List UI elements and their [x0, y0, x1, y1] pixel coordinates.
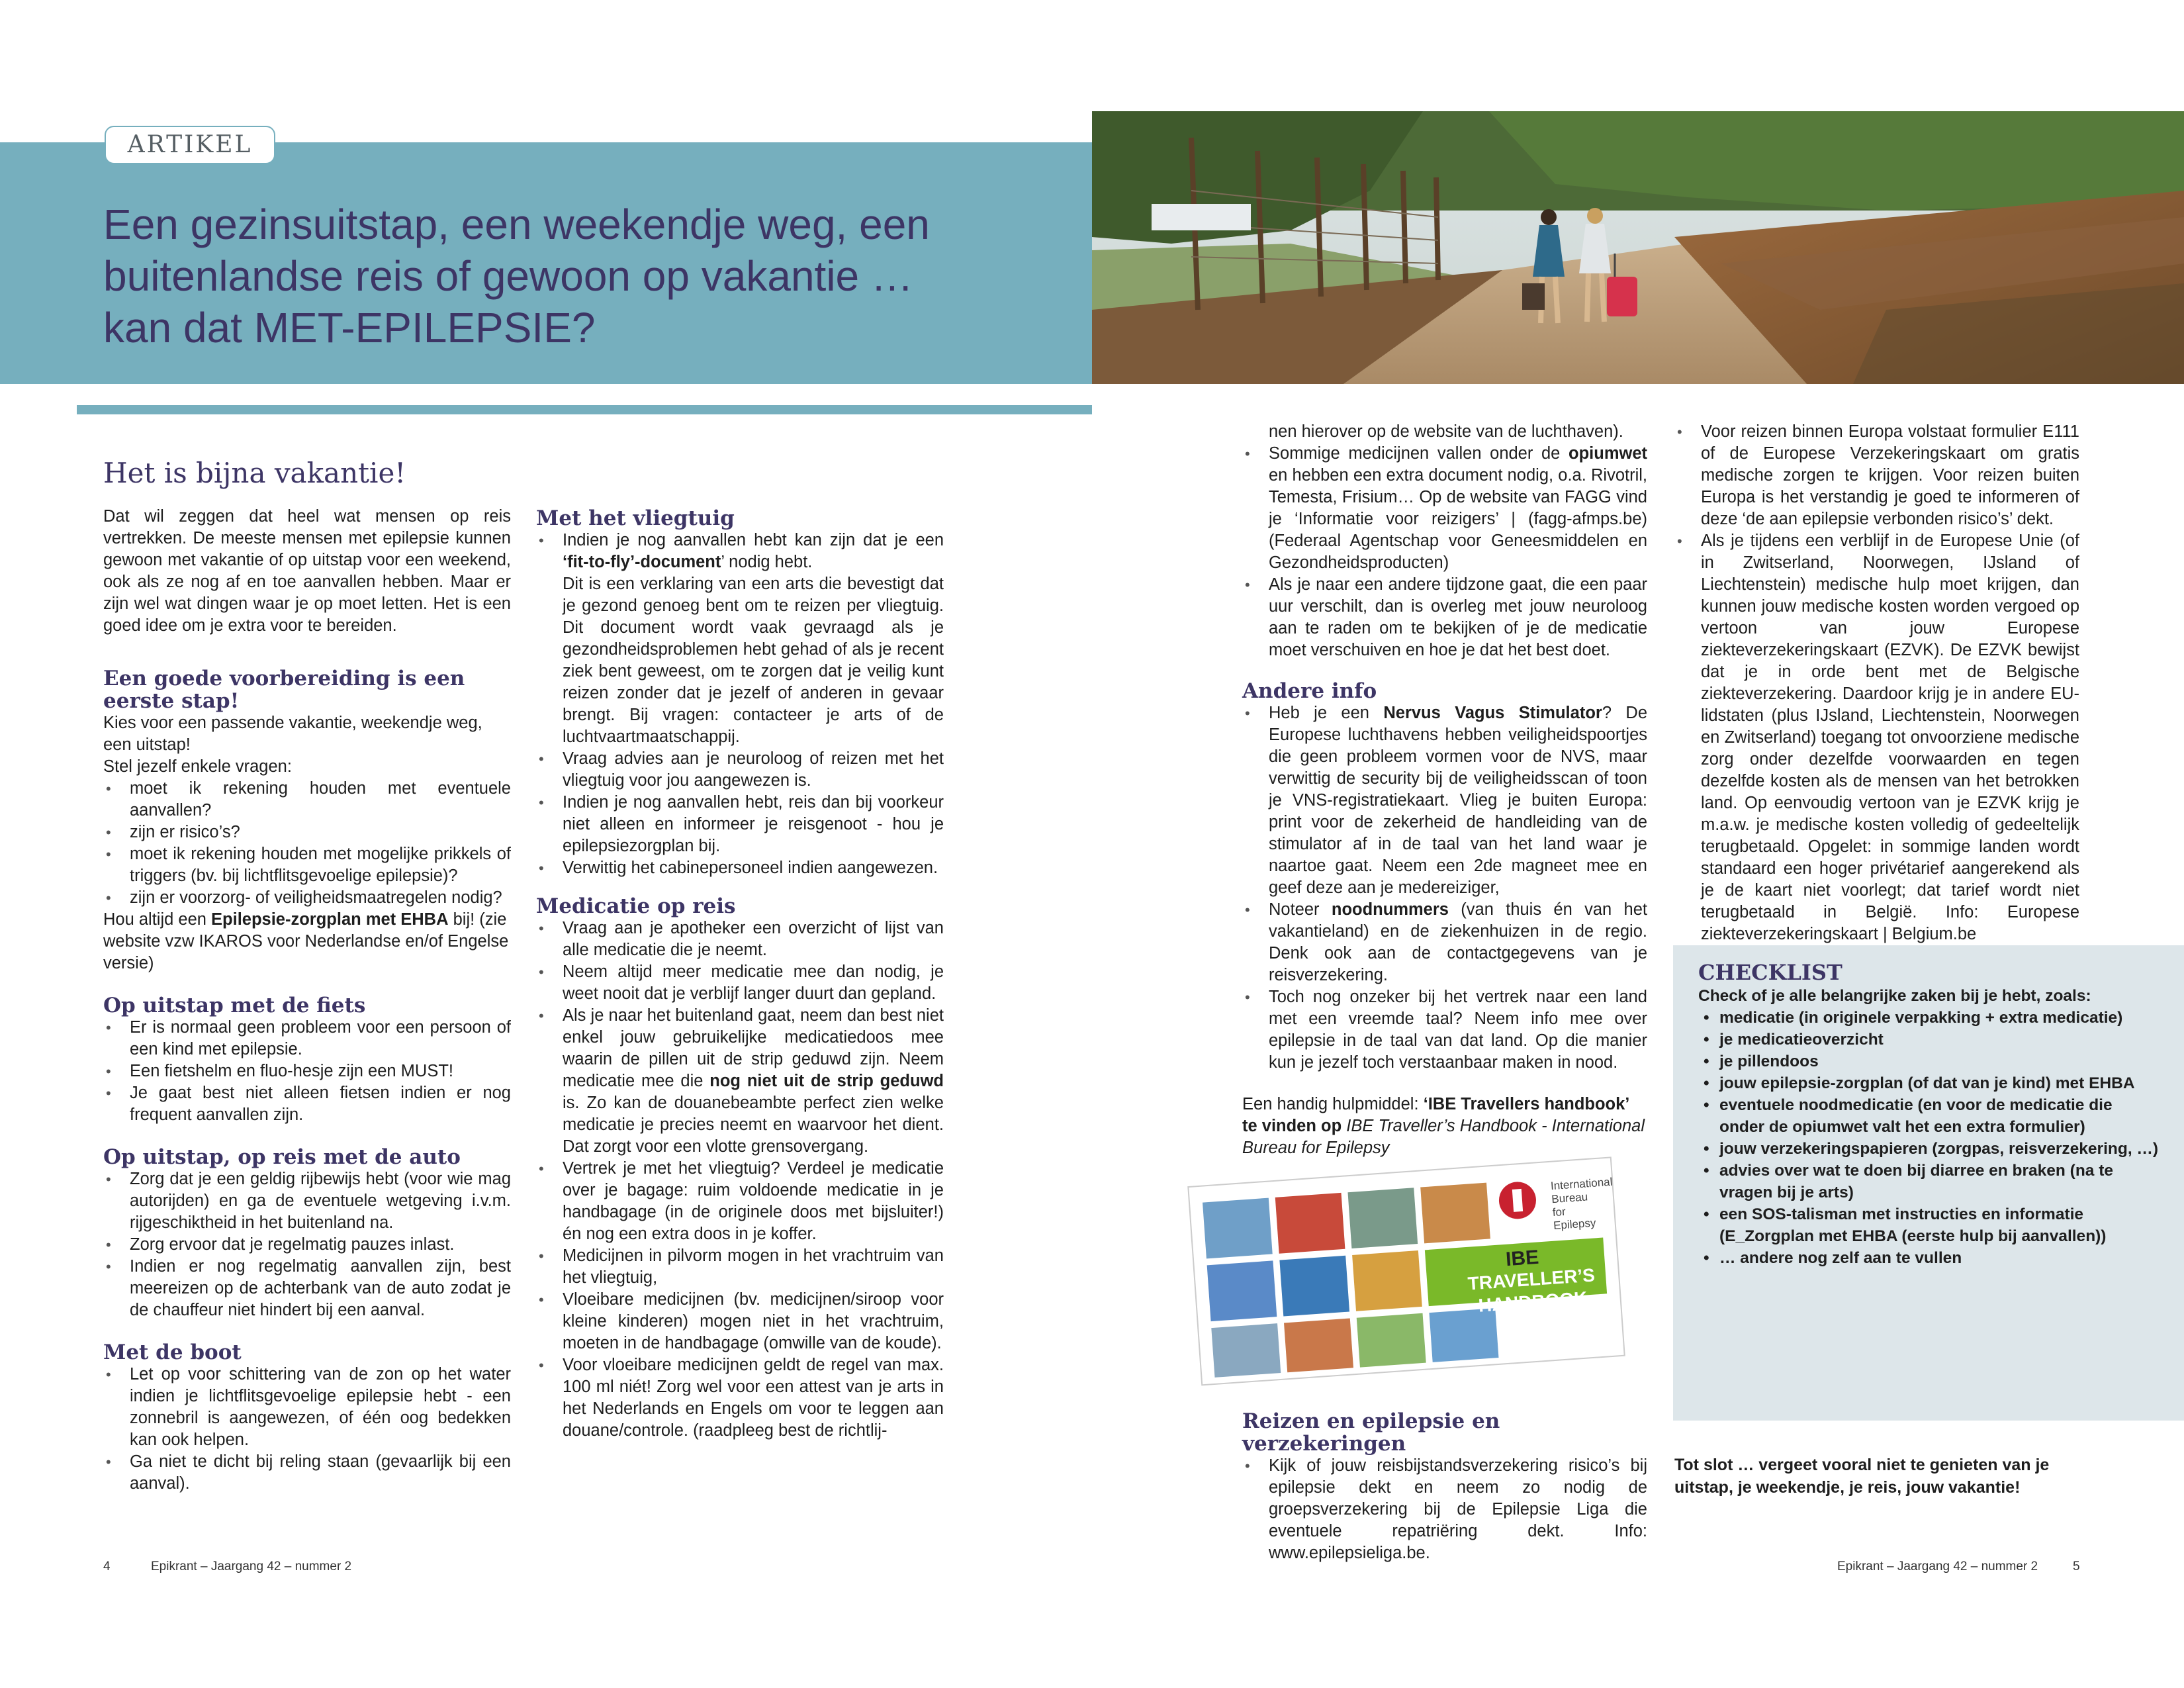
checklist-item: • je pillendoos: [1698, 1051, 2161, 1072]
checklist-title: CHECKLIST: [1698, 960, 1843, 985]
bold-text: Epilepsie-zorgplan met EHBA: [211, 910, 449, 929]
org-line: Bureau: [1551, 1190, 1588, 1206]
checklist-item: • je medicatieoverzicht: [1698, 1029, 2161, 1051]
ibe-org-name: [1550, 1174, 1633, 1233]
list-item: • Vraag aan je apotheker een overzicht of lijst van alle medicatie die je neemt.: [536, 917, 944, 961]
text: Sommige medicijnen vallen onder de: [1269, 444, 1569, 463]
text: Als je naar het buitenland gaat, neem dan best niet enkel jouw gebruikelijke medicatiedoos mee waarin de pillen uit de strip geduwd zijn. Neem medicatie mee die: [563, 1006, 944, 1090]
list-item: [1242, 443, 1647, 574]
text: bij! (zie website vzw IKAROS voor Nederlandse en/of Engelse versie): [103, 910, 509, 972]
heading-bike: Op uitstap met de fiets: [103, 994, 366, 1017]
intro-paragraph: Dat wil zeggen dat heel wat mensen op reis vertrekken. De meeste mensen met epilepsie kunnen gewoon met vakantie of op uitstap voor een weekend, ook als ze nog af en toe aanvallen hebben. Maar er zijn wel wat dingen waar je op moet letten. Het is een goed idee om je extra voor te bereiden.: [103, 507, 511, 635]
footer-left-text: Epikrant – Jaargang 42 – nummer 2: [151, 1560, 352, 1573]
bold-text: opiumwet: [1569, 444, 1647, 463]
column-3-insurance: [1242, 1410, 1647, 1564]
title-line: Een gezinsuitstap, een weekendje weg, een: [103, 201, 930, 248]
list-item: • Er is normaal geen probleem voor een persoon of een kind met epilepsie.: [103, 1017, 511, 1060]
bike-list: [103, 1017, 511, 1126]
list-item: • moet ik rekening houden met mogelijke prikkels of triggers (bv. bij lichtflitsgevoelige epilepsie)?: [103, 843, 511, 887]
text: ’ nodig hebt.: [721, 553, 813, 571]
heading-plane: Met het vliegtuig: [536, 506, 735, 530]
checklist-item: • medicatie (in originele verpakking + extra medicatie): [1698, 1007, 2161, 1029]
org-line: International: [1550, 1175, 1614, 1193]
bold-text: noodnummers: [1331, 900, 1449, 919]
list-item: • Als je naar een andere tijdzone gaat, die een paar uur verschilt, dan is overleg met jouw neuroloog aan te raden om te bekijken of je de medicatie moet verschuiven en hoe je dat het best doet.: [1242, 574, 1647, 661]
column-4: [1674, 421, 2079, 945]
insurance-list: [1242, 1455, 1647, 1564]
list-item: • Vertrek je met het vliegtuig? Verdeel je medicatie over je bagage: ruim voldoende medicatie in je handbagage (in de originele doos met bijsluiter!) én nog een extra doos in je koffer.: [536, 1158, 944, 1245]
bold-text: nog niet uit de strip geduwd: [709, 1072, 944, 1090]
list-item: • Vloeibare medicijnen (bv. medicijnen/siroop voor kleine kinderen) mogen niet in het vrachtruim, moeten in de handbagage (omwille van de koude).: [536, 1289, 944, 1354]
prep-paragraph-2: Stel jezelf enkele vragen:: [103, 757, 292, 776]
title-line: kan dat MET-EPILEPSIE?: [103, 304, 596, 352]
list-item: • Zorg dat je een geldig rijbewijs hebt (voor wie mag autorijden) en ga de eventuele wetgeving i.v.m. rijgeschiktheid in het buitenland na.: [103, 1168, 511, 1234]
other-info-list: [1242, 702, 1647, 1074]
handbook-title-line: TRAVELLER’S: [1467, 1264, 1596, 1294]
list-item: • Je gaat best niet alleen fietsen indien er nog frequent aanvallen zijn.: [103, 1082, 511, 1126]
org-line: Epilepsy: [1553, 1216, 1596, 1233]
list-item: [536, 1005, 944, 1158]
text: Dit is een verklaring van een arts die bevestigt dat je gezond genoeg bent om te reizen per vliegtuig. Dit document wordt vaak gevraagd als je gezondheidsproblemen hebt gehad of als je recent ziek bent geweest, om te zorgen dat je veilig kunt reizen zonder dat je jezelf of anderen in gevaar brengt. Bij vragen: contacteer je arts of de luchtvaartmaatschappij.: [563, 575, 944, 746]
handbook-cover-image: [1181, 1152, 1638, 1387]
heading-other-info: Andere info: [1242, 679, 1377, 703]
section-heading-vacation: Het is bijna vakantie!: [103, 457, 406, 489]
list-item: • Medicijnen in pilvorm mogen in het vrachtruim van het vliegtuig,: [536, 1245, 944, 1289]
bold-text: ‘fit-to-fly’-document: [563, 553, 721, 571]
list-item: • zijn er voorzorg- of veiligheidsmaatregelen nodig?: [103, 887, 511, 909]
list-item: • Zorg ervoor dat je regelmatig pauzes inlast.: [103, 1234, 511, 1256]
text: is. Zo kan de douanebeambte perfect zien welke medicatie je precies neemt en waarvoor het dient. Dat zorgt voor een vlotte grensovergang.: [563, 1094, 944, 1156]
checklist-item: • advies over wat te doen bij diarree en braken (na te vragen bij je arts): [1698, 1160, 2161, 1203]
text: Heb je een: [1269, 704, 1384, 722]
title-line: buitenlandse reis of gewoon op vakantie …: [103, 252, 913, 300]
list-item: • Indien er nog regelmatig aanvallen zijn, best meereizen op de achterbank van de auto zodat je de chauffeur niet hindert bij een aanval.: [103, 1256, 511, 1321]
checklist-item: • jouw verzekeringspapieren (zorgpas, reisverzekering, …): [1698, 1138, 2161, 1160]
checklist-item: • een SOS-talisman met instructies en informatie (E_Zorgplan met EHBA (eerste hulp bij aanvallen)): [1698, 1203, 2161, 1247]
list-item: • Let op voor schittering van de zon op het water indien je lichtflitsgevoelige epilepsie hebt - een zonnebril is aangewezen, of één oog bedekken kan ook helpen.: [103, 1364, 511, 1451]
bold-text: Nervus Vagus Stimulator: [1383, 704, 1602, 722]
insurance-card-list: [1674, 421, 2079, 945]
text: ? De Europese luchthavens hebben veiligheidspoortjes die geen probleem vormen voor de NVS, maar verwittig de security bij de veiligheidsscan of toon je VNS-registratiekaart. Vlieg je buiten Europa: print voor de zekerheid de handleiding van de stimulator af in de taal van het land waar je naartoe gaat. Neem een 2de magneet mee en geef deze aan je medereiziger,: [1269, 704, 1647, 897]
medication-list: [536, 917, 944, 1442]
list-item: • Voor reizen binnen Europa volstaat formulier E111 of de Europese Verzekeringskaart om gratis medische zorgen te krijgen. Voor reizen buiten Europa is het verstandig je goed te informeren of deze ‘de aan epilepsie verbonden risico’s’ dekt.: [1674, 421, 2079, 530]
checklist-item: • eventuele noodmedicatie (en voor de medicatie die onder de opiumwet valt het een extra formulier): [1698, 1094, 2161, 1138]
ibe-logo-text: IBE: [1505, 1246, 1540, 1271]
italic-text: IBE Traveller’s Handbook - International Bureau for Epilepsy: [1242, 1117, 1645, 1157]
article-tag: ARTIKEL: [105, 126, 275, 164]
text: Noteer: [1269, 900, 1332, 919]
text: Indien je nog aanvallen hebt kan zijn dat je een: [563, 531, 944, 549]
heading-preparation: Een goede voorbereiding is een eerste stap!: [103, 667, 465, 713]
checklist-items: [1698, 1007, 2161, 1269]
list-item: • Neem altijd meer medicatie mee dan nodig, je weet nooit dat je verblijf langer duurt dan gepland.: [536, 961, 944, 1005]
list-item: [536, 530, 944, 748]
list-item: • Vraag advies aan je neuroloog of reizen met het vliegtuig voor jou aangewezen is.: [536, 748, 944, 792]
heading-insurance: Reizen en epilepsie en verzekeringen: [1242, 1409, 1500, 1456]
text: Een handig hulpmiddel:: [1242, 1095, 1424, 1113]
car-list: [103, 1168, 511, 1321]
list-item: • Verwittig het cabinepersoneel indien aangewezen.: [536, 857, 944, 879]
column-3: [1242, 421, 1647, 1159]
boat-list: [103, 1364, 511, 1495]
prep-list: [103, 778, 511, 909]
handbook-title-line: HANDBOOK: [1477, 1288, 1588, 1316]
text: (van thuis én van het vakantieland) en de ziekenhuizen in de regio. Denk ook aan de contactgegevens van je reisverzekering.: [1269, 900, 1647, 984]
bold-text: ‘IBE Travellers handbook’ te vinden op: [1242, 1095, 1629, 1135]
medication-list-continued: [1242, 443, 1647, 661]
list-item: • Een fietshelm en fluo-hesje zijn een MUST!: [103, 1060, 511, 1082]
heading-medication: Medicatie op reis: [536, 894, 736, 918]
checklist-item: • jouw epilepsie-zorgplan (of dat van je kind) met EHBA: [1698, 1072, 2161, 1094]
list-item: • zijn er risico’s?: [103, 821, 511, 843]
list-item: • Toch nog onzeker bij het vertrek naar een land met een vreemde taal? Neem info mee over epilepsie in de taal van dat land. Op die manier kun je jezelf toch verstaanbaar maken in nood.: [1242, 986, 1647, 1074]
plane-list: [536, 530, 944, 879]
footer-right-text: Epikrant – Jaargang 42 – nummer 2: [1837, 1560, 2038, 1573]
column-1: [103, 457, 511, 1495]
article-title: [103, 199, 990, 353]
handbook-tip: [1242, 1094, 1647, 1159]
page-number-left: 4: [103, 1560, 111, 1573]
list-item: [1242, 899, 1647, 986]
closing-text: Tot slot … vergeet vooral niet te genieten van je uitstap, je weekendje, je reis, jouw vakantie!: [1674, 1456, 2050, 1497]
header-photo: [1092, 111, 2184, 384]
org-line: for: [1552, 1205, 1567, 1219]
checklist-intro: Check of je alle belangrijke zaken bij je hebt, zoals:: [1698, 987, 2091, 1005]
list-item: [1242, 702, 1647, 899]
column-2: [536, 507, 944, 1442]
list-item: • Indien je nog aanvallen hebt, reis dan bij voorkeur niet alleen en informeer je reisgenoot - hou je epilepsiezorgplan bij.: [536, 792, 944, 857]
prep-paragraph-3: [103, 909, 511, 974]
header-rule: [77, 405, 1092, 414]
heading-car: Op uitstap, op reis met de auto: [103, 1145, 461, 1169]
list-item: • Als je tijdens een verblijf in de Europese Unie (of in Zwitserland, Noorwegen, IJsland of Liechtenstein) medische hulp moet krijgen, dan kunnen jouw medische kosten worden vergoed op vertoon van jouw Europese ziekteverzekeringskaart (EZVK). De EZVK bewijst dat je in orde bent met de Belgische ziekteverzekering. Daardoor krijg je in andere EU-lidstaten (plus IJsland, Liechtenstein, Noorwegen en Zwitserland) toegang tot onvoorziene medische zorg onder dezelfde voorwaarden en tegen dezelfde kosten als de mensen van het betrokken land. Op eenvoudig vertoon van je EZVK krijg je m.a.w. je medische kosten volledig of gedeeltelijk terugbetaald. Opgelet: in sommige landen wordt standaard een hoger privétarief aangerekend als je de kaart niet voorlegt; dat tarief wordt niet terugbetaald in België. Info: Europese ziekteverzekeringskaart | Belgium.be: [1674, 530, 2079, 945]
list-item: • Ga niet te dicht bij reling staan (gevaarlijk bij een aanval).: [103, 1451, 511, 1495]
list-item: • Kijk of jouw reisbijstandsverzekering risico’s bij epilepsie dekt en neem zo nodig de groepsverzekering bij de Epilepsie Liga die eventuele repatriëring dekt. Info: www.epilepsieliga.be.: [1242, 1455, 1647, 1564]
checklist-item: • … andere nog zelf aan te vullen: [1698, 1247, 2161, 1269]
heading-boat: Met de boot: [103, 1340, 242, 1364]
continued-text: nen hierover op de website van de luchthaven).: [1269, 422, 1623, 441]
text: en hebben een extra document nodig, o.a. Rivotril, Temesta, Frisium… Op de website van FAGG vind je ‘Informatie voor reizigers’ | (fagg-afmps.be) (Federaal Agentschap voor Geneesmiddelen en Gezondheidsproducten): [1269, 466, 1647, 572]
prep-paragraph-1: Kies voor een passende vakantie, weekendje weg, een uitstap!: [103, 714, 482, 754]
list-item: • moet ik rekening houden met eventuele aanvallen?: [103, 778, 511, 821]
checklist-box: [1673, 945, 2184, 1421]
checklist-content: [1698, 960, 2161, 1269]
text: Hou altijd een: [103, 910, 212, 929]
list-item: • Voor vloeibare medicijnen geldt de regel van max. 100 ml niét! Zorg wel voor een attest van je arts in het Nederlands en Engels om voor te leggen aan douane/controle. (raadpleeg best de richtlij-: [536, 1354, 944, 1442]
page-number-right: 5: [2073, 1560, 2080, 1573]
